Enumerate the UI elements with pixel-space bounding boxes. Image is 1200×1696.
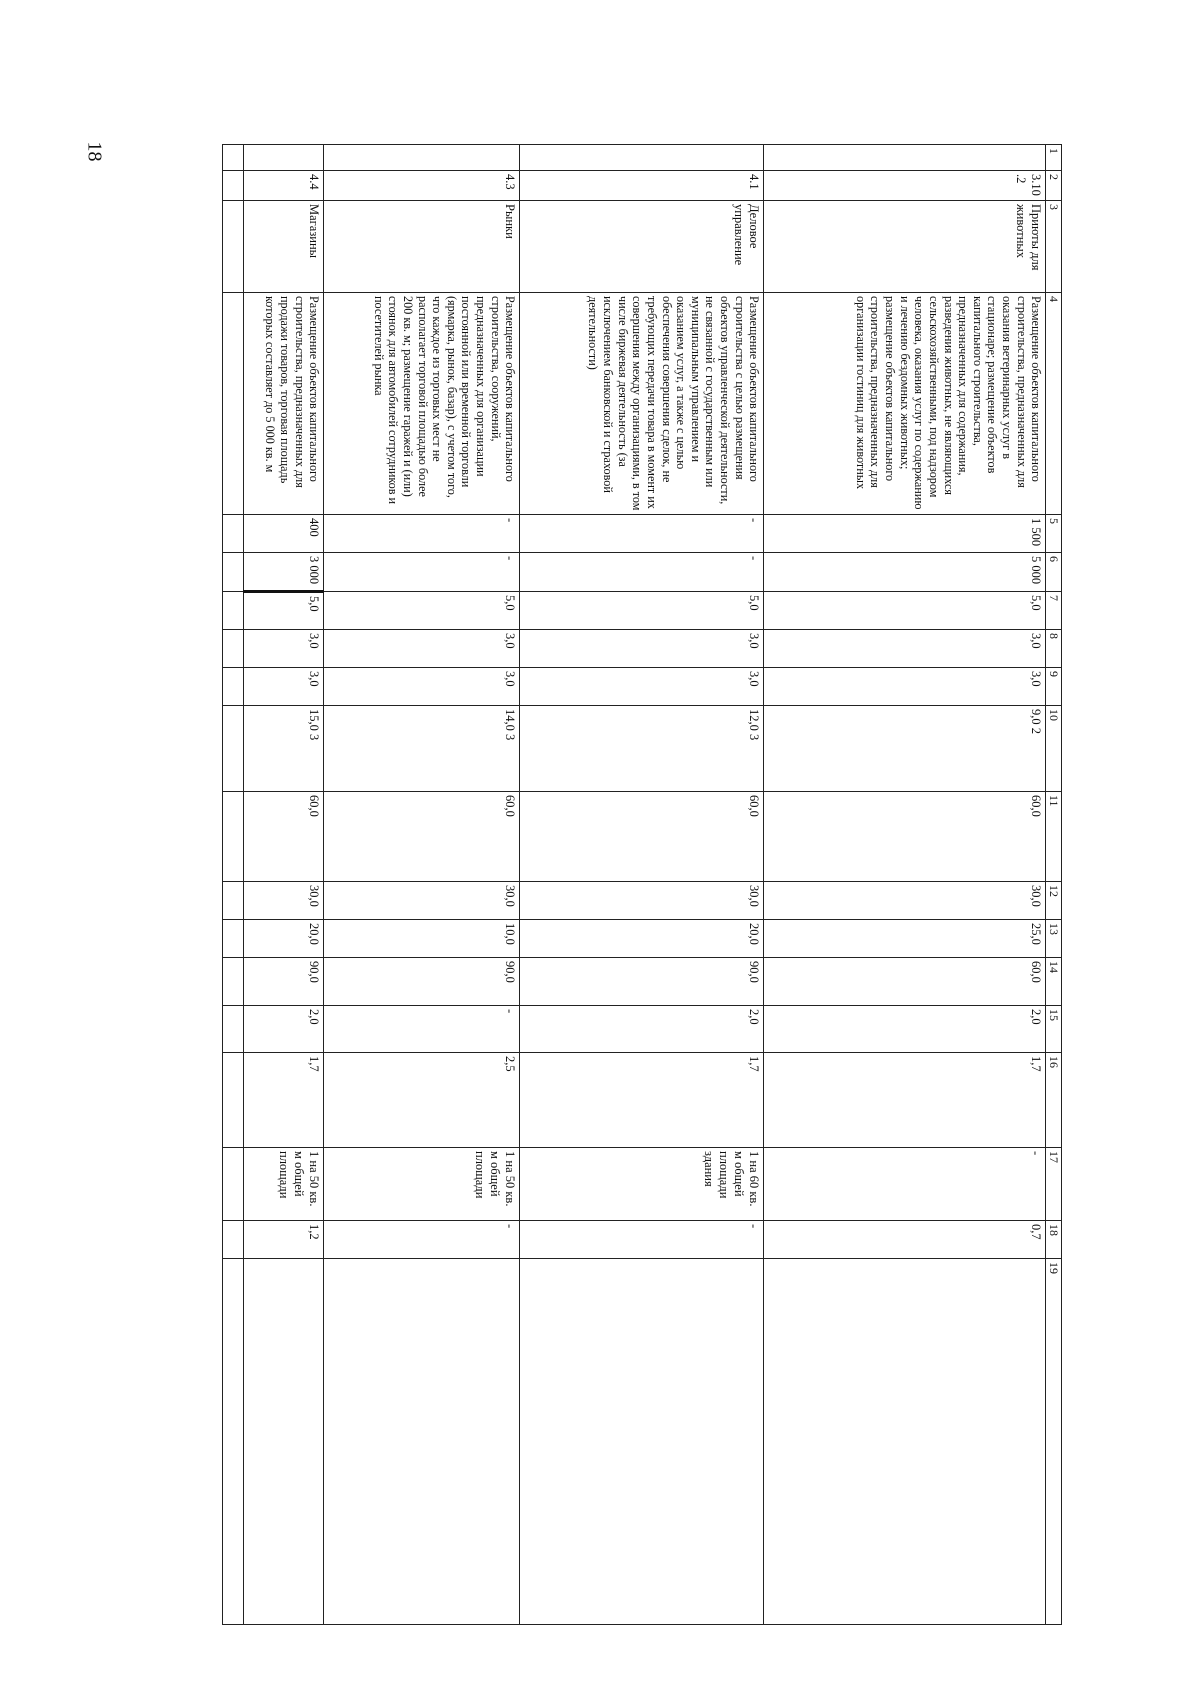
empty-cell — [223, 882, 244, 920]
cell-code: 3.10.2 — [764, 171, 1046, 201]
cell-col10: 14,0 3 — [324, 706, 520, 792]
cell-col18: - — [324, 1221, 520, 1259]
cell-col1 — [520, 145, 764, 171]
empty-cell — [223, 201, 244, 293]
cell-col19 — [324, 1259, 520, 1625]
cell-col16: 2,5 — [324, 1053, 520, 1148]
cell-col12: 30,0 — [520, 882, 764, 920]
cell-col5: - — [324, 515, 520, 553]
cell-col6: 5 000 — [764, 553, 1046, 592]
cell-description: Размещение объектов капитального строительства с целью размещения объектов управленческой деятельности, не связанной с государственным или муниципальным управлением и оказанием услуг, а также с целью обеспечения совершения сделок, не требующих передачи товара в момент их совершения между организациями, в том числе биржевая деятельность (за исключением банковской и страховой деятельности) — [520, 293, 764, 515]
cell-col9: 3,0 — [244, 668, 324, 706]
header-cell: 16 — [1046, 1053, 1062, 1148]
header-cell: 4 — [1046, 293, 1062, 515]
cell-col10: 15,0 3 — [244, 706, 324, 792]
header-cell: 19 — [1046, 1259, 1062, 1625]
header-cell: 12 — [1046, 882, 1062, 920]
cell-col9: 3,0 — [764, 668, 1046, 706]
table-row — [244, 145, 324, 1625]
cell-col8: 3,0 — [520, 630, 764, 668]
empty-cell — [223, 920, 244, 958]
header-cell: 5 — [1046, 515, 1062, 553]
cell-name: Магазины — [244, 201, 324, 293]
cell-col12: 30,0 — [324, 882, 520, 920]
cell-name: Рынки — [324, 201, 520, 293]
cell-col12: 30,0 — [764, 882, 1046, 920]
cell-col14: 60,0 — [764, 958, 1046, 1006]
cell-col10: 9,0 2 — [764, 706, 1046, 792]
cell-col15: 2,0 — [764, 1006, 1046, 1053]
cell-col18: - — [520, 1221, 764, 1259]
header-cell: 6 — [1046, 553, 1062, 592]
cell-col10: 12,0 3 — [520, 706, 764, 792]
cell-col17: 1 на 60 кв. м общей площади здания — [520, 1148, 764, 1221]
cell-col15: 2,0 — [520, 1006, 764, 1053]
cell-col11: 60,0 — [520, 792, 764, 882]
cell-col1 — [324, 145, 520, 171]
cell-description: Размещение объектов капитального строительства, предназначенных для продажи товаров, торговая площадь которых составляет до 5 000 кв. м — [244, 293, 324, 515]
cell-col19 — [764, 1259, 1046, 1625]
empty-cell — [223, 553, 244, 592]
empty-cell — [223, 171, 244, 201]
header-cell: 14 — [1046, 958, 1062, 1006]
empty-cell — [223, 792, 244, 882]
cell-col16: 1,7 — [520, 1053, 764, 1148]
cell-col7: 5,0 — [324, 592, 520, 630]
empty-cell — [223, 630, 244, 668]
cell-col6: - — [520, 553, 764, 592]
rotated-table-container — [242, 144, 1062, 1584]
zoning-parameters-table — [222, 144, 1062, 1625]
cell-code: 4.3 — [324, 171, 520, 201]
cell-col5: 1 500 — [764, 515, 1046, 553]
cell-col15: - — [324, 1006, 520, 1053]
cell-col16: 1,7 — [244, 1053, 324, 1148]
cell-code: 4.4 — [244, 171, 324, 201]
empty-cell — [223, 592, 244, 630]
cell-col11: 60,0 — [324, 792, 520, 882]
cell-col14: 90,0 — [520, 958, 764, 1006]
empty-cell — [223, 293, 244, 515]
table-row — [520, 145, 764, 1625]
cell-description: Размещение объектов капитального строительства, предназначенных для оказания ветеринарных услуг в стационаре; размещение объектов капитального строительства, предназначенных для содержания, разведения животных, не являющихся сельскохозяйственными, под надзором человека, оказания услуг по содержанию и лечению бездомных животных; размещение объектов капитального строительства, предназначенных для организации гостиниц для животных — [764, 293, 1046, 515]
cell-col5: - — [520, 515, 764, 553]
empty-cell — [223, 1006, 244, 1053]
header-cell: 15 — [1046, 1006, 1062, 1053]
cell-description: Размещение объектов капитального строительства, сооружений, предназначенных для организации постоянной или временной торговли (ярмарка, рынок, базар), с учетом того, что каждое из торговых мест не располагает торговой площадью более 200 кв. м; размещение гаражей и (или) стоянок для автомобилей сотрудников и посетителей рынка — [324, 293, 520, 515]
header-cell: 10 — [1046, 706, 1062, 792]
empty-cell — [223, 1221, 244, 1259]
cell-col7: 5,0 — [520, 592, 764, 630]
header-cell: 8 — [1046, 630, 1062, 668]
empty-cell — [223, 958, 244, 1006]
empty-cell — [223, 706, 244, 792]
table-empty-row — [223, 145, 244, 1625]
cell-col15: 2,0 — [244, 1006, 324, 1053]
cell-col1 — [764, 145, 1046, 171]
cell-col13: 20,0 — [520, 920, 764, 958]
empty-cell — [223, 1259, 244, 1625]
cell-col7: 5,0 — [244, 592, 324, 630]
cell-col12: 30,0 — [244, 882, 324, 920]
cell-col6: 3 000 — [244, 553, 324, 592]
cell-col17: - — [764, 1148, 1046, 1221]
cell-col9: 3,0 — [324, 668, 520, 706]
table-row — [324, 145, 520, 1625]
cell-name: Приюты для животных — [764, 201, 1046, 293]
cell-col11: 60,0 — [244, 792, 324, 882]
empty-cell — [223, 668, 244, 706]
cell-col1 — [244, 145, 324, 171]
cell-col13: 25,0 — [764, 920, 1046, 958]
cell-col16: 1,7 — [764, 1053, 1046, 1148]
table-row — [764, 145, 1046, 1625]
cell-col11: 60,0 — [764, 792, 1046, 882]
cell-col6: - — [324, 553, 520, 592]
table-header-row — [1046, 145, 1062, 1625]
cell-col17: 1 на 50 кв. м общей площади — [324, 1148, 520, 1221]
header-cell: 11 — [1046, 792, 1062, 882]
cell-col18: 1,2 — [244, 1221, 324, 1259]
header-cell: 1 — [1046, 145, 1062, 171]
cell-col13: 20,0 — [244, 920, 324, 958]
cell-col14: 90,0 — [244, 958, 324, 1006]
page-number: 18 — [83, 141, 106, 162]
cell-col8: 3,0 — [764, 630, 1046, 668]
cell-col9: 3,0 — [520, 668, 764, 706]
cell-col13: 10,0 — [324, 920, 520, 958]
header-cell: 7 — [1046, 592, 1062, 630]
cell-col19 — [244, 1259, 324, 1625]
header-cell: 2 — [1046, 171, 1062, 201]
header-cell: 18 — [1046, 1221, 1062, 1259]
empty-cell — [223, 515, 244, 553]
header-cell: 13 — [1046, 920, 1062, 958]
empty-cell — [223, 145, 244, 171]
cell-col19 — [520, 1259, 764, 1625]
cell-col18: 0,7 — [764, 1221, 1046, 1259]
cell-col5: 400 — [244, 515, 324, 553]
header-cell: 9 — [1046, 668, 1062, 706]
cell-col17: 1 на 50 кв. м общей площади — [244, 1148, 324, 1221]
cell-col8: 3,0 — [244, 630, 324, 668]
header-cell: 3 — [1046, 201, 1062, 293]
cell-code: 4.1 — [520, 171, 764, 201]
cell-col14: 90,0 — [324, 958, 520, 1006]
header-cell: 17 — [1046, 1148, 1062, 1221]
empty-cell — [223, 1053, 244, 1148]
cell-name: Деловое управление — [520, 201, 764, 293]
cell-col7: 5,0 — [764, 592, 1046, 630]
empty-cell — [223, 1148, 244, 1221]
cell-col8: 3,0 — [324, 630, 520, 668]
